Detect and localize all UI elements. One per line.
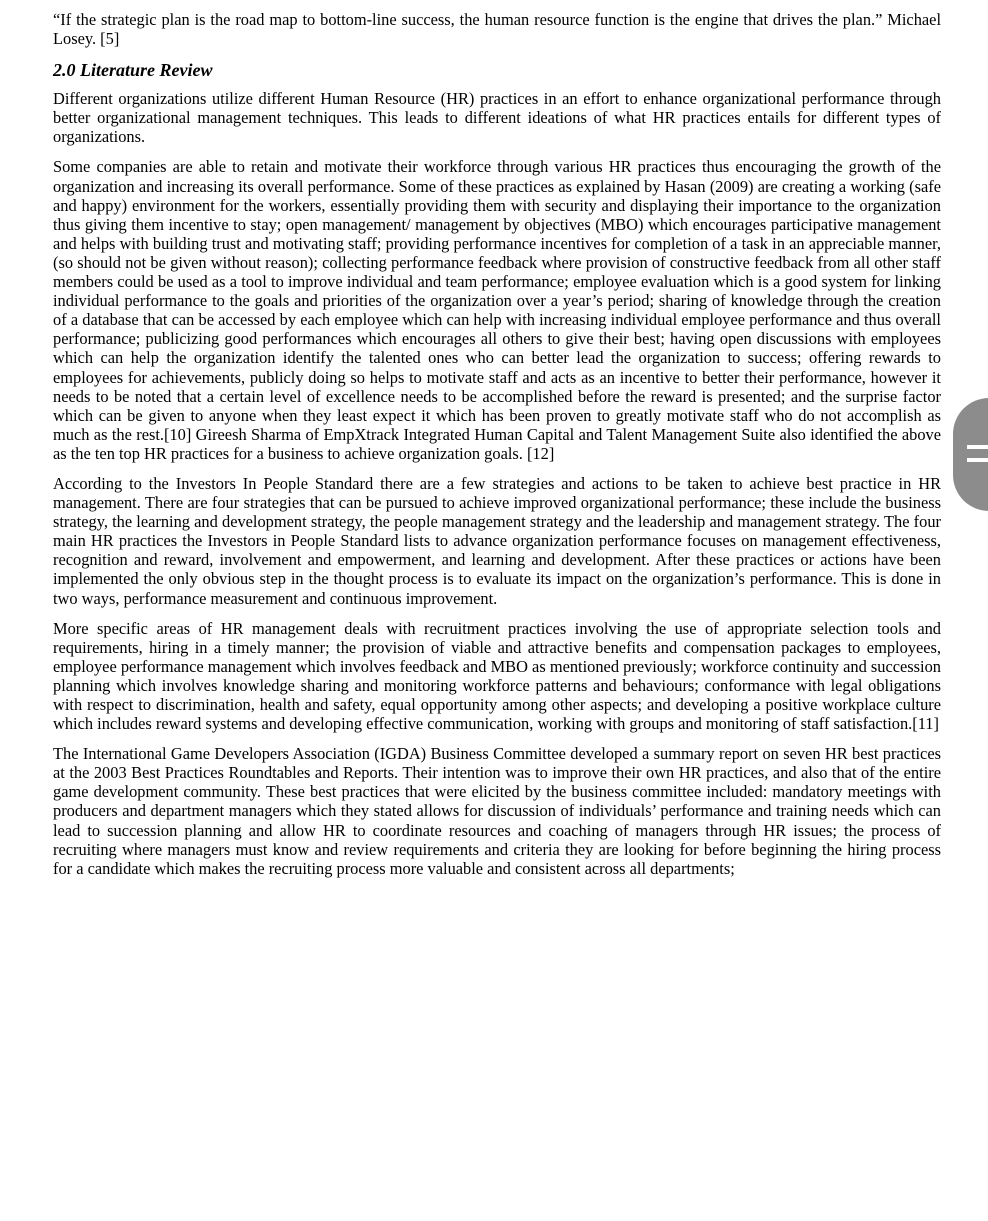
paragraph-hr-practices-intro: Different organizations utilize different Human Resource (HR) practices in an effort to enhance organizational performance through better organizational management techniques. This leads to different ideations of what HR practices entails for different types of organizations.: [53, 89, 941, 147]
paragraph-igda-best-practices: The International Game Developers Association (IGDA) Business Committee developed a summary report on seven HR best practices at the 2003 Best Practices Roundtables and Reports. Their intention was to improve their own HR practices, and also that of the entire game development community. These best practices that were elicited by the business committee included: mandatory meetings with producers and department managers which they stated allows for discussion of individuals’ performance and training needs which can lead to succession planning and allow HR to coordinate resources and coaching of managers through HR issues; the process of recruiting where managers must know and review requirements and criteria they are looking for before beginning the hiring process for a candidate which makes the recruiting process more valuable and consistent across all departments;: [53, 744, 941, 878]
hamburger-menu-icon-bar: [967, 458, 988, 462]
hamburger-menu-icon: [967, 445, 988, 449]
document-page: [53, 10, 941, 889]
section-heading: 2.0 Literature Review: [53, 60, 213, 81]
paragraph-hr-management-areas: More specific areas of HR management deals with recruitment practices involving the use of appropriate selection tools and requirements, hiring in a timely manner; the provision of viable and attractive benefits and compensation packages to employees, employee performance management which involves feedback and MBO as mentioned previously; workforce continuity and succession planning which involves knowledge sharing and monitoring workforce patterns and behaviours; conformance with legal obligations with respect to discrimination, health and safety, equal opportunity among other aspects; and developing a positive workplace culture which includes reward systems and developing effective communication, working with groups and monitoring of staff satisfaction.[11]: [53, 618, 941, 734]
paragraph-investors-in-people: According to the Investors In People Standard there are a few strategies and actions to be taken to achieve best practice in HR management. There are four strategies that can be pursued to achieve improved organizational performance; these include the business strategy, the learning and development strategy, the people management strategy and the leadership and management strategy. The four main HR practices the Investors in People Standard lists to advance organization performance focuses on management effectiveness, recognition and reward, involvement and empowerment, and learning and development. After these practices or actions have been implemented the only obvious step in the thought process is to evaluate its impact on the organization’s performance. This is done in two ways, performance measurement and continuous improvement.: [53, 473, 941, 608]
opening-quote: “If the strategic plan is the road map to bottom-line success, the human resource function is the engine that drives the plan.” Michael Losey. [5]: [53, 10, 941, 49]
side-menu-tab[interactable]: [953, 398, 988, 511]
paragraph-hasan-practices: Some companies are able to retain and motivate their workforce through various HR practices thus encouraging the growth of the organization and increasing its overall performance. Some of these practices as explained by Hasan (2009) are creating a working (safe and happy) environment for the workers, essentially providing them with security and displaying their importance to the organization thus giving them incentive to stay; open management/ management by objectives (MBO) which encourages participative management and helps with building trust and motivating staff; providing performance incentives for completion of a task in an appreciable manner, (so should not be given without reason); collecting performance feedback where provision of constructive feedback from all other staff members could be used as a tool to improve individual and team performance; employee evaluation which is a good system for linking individual performance to the goals and priorities of the organization over a year’s period; sharing of knowledge through the creation of a database that can be accessed by each employee which can help with increasing individual employee performance and thus overall performance; publicizing good performances which encourages all others to give their best; having open discussions with employees which can help the organization identify the talented ones who can better lead the organization to success; offering rewards to employees for achievements, publicly doing so helps to motivate staff and acts as an incentive to better their performance, however it needs to be noted that a certain level of excellence needs to be accomplished before the reward is presented; and the surprise factor which can be given to anyone when they least expect it which has been proven to greatly motivate staff who do not accomplish as much as the rest.[10] Gireesh Sharma of EmpXtrack Integrated Human Capital and Talent Management Suite also identified the above as the ten top HR practices for a business to achieve organization goals. [12]: [53, 157, 941, 463]
